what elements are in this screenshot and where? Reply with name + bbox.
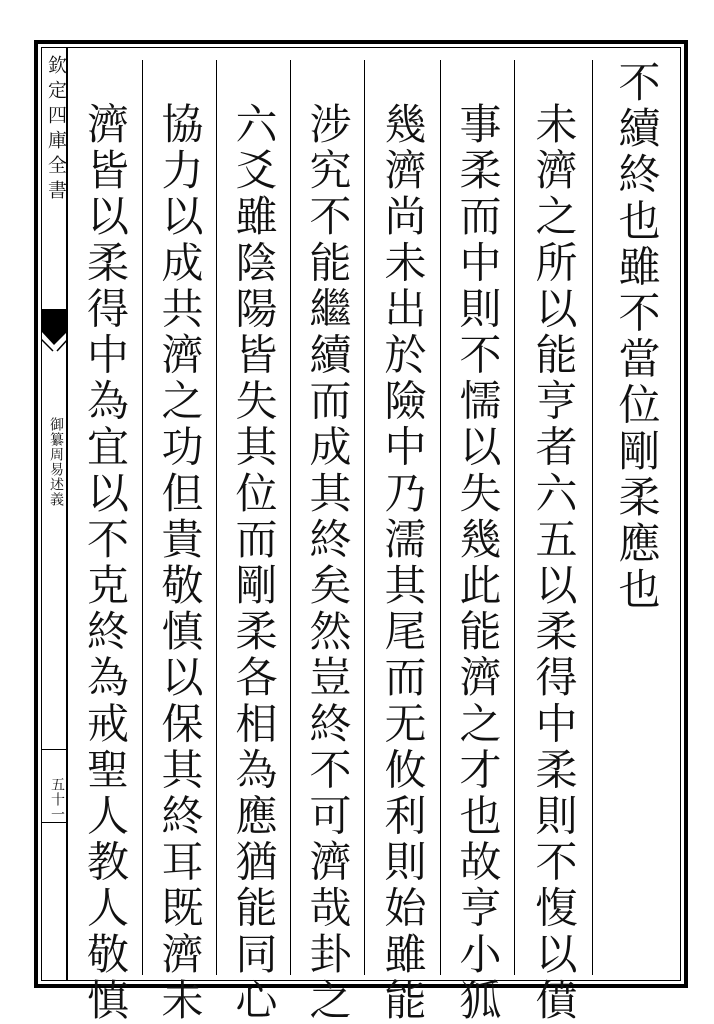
text-column-7 xyxy=(142,60,216,1024)
column-text-2: 未濟之所以能亨者六五以柔得中柔則不愎以僨 xyxy=(529,102,579,1024)
text-column-5 xyxy=(290,60,364,1024)
column-text-5: 涉究不能繼續而成其終矣然豈終不可濟哉卦之 xyxy=(303,102,353,1024)
column-text-6: 六爻雖陰陽皆失其位而剛柔各相為應猶能同心 xyxy=(229,102,279,1024)
book-title-text: 御纂周易述義 xyxy=(48,417,64,507)
text-column-1 xyxy=(592,60,680,975)
column-text-4: 幾濟尚未出於險中乃濡其尾而无攸利則始雖能 xyxy=(378,102,428,1024)
collection-title xyxy=(41,55,68,205)
text-column-2 xyxy=(514,60,592,1024)
page-number xyxy=(41,777,68,822)
collection-title-text: 欽定四庫全書 xyxy=(45,55,67,205)
column-text-1: 不續終也雖不當位剛柔應也 xyxy=(612,60,662,614)
text-column-4 xyxy=(364,60,440,1024)
column-text-3: 事柔而中則不懦以失幾此能濟之才也故亨小狐 xyxy=(453,102,503,1024)
fish-tail-ornament xyxy=(41,309,68,357)
column-text-7: 協力以成共濟之功但貴敬慎以保其終耳既濟未 xyxy=(155,102,205,1024)
text-column-6 xyxy=(216,60,290,1024)
page-number-rule-top xyxy=(41,749,68,750)
text-column-8 xyxy=(68,60,142,1024)
page-number-rule-bottom xyxy=(41,822,68,823)
column-text-8: 濟皆以柔得中為宜以不克終為戒聖人教人敬慎 xyxy=(81,102,130,1024)
page-number-text: 五十一 xyxy=(49,777,65,822)
margin-column xyxy=(41,47,68,981)
text-column-3 xyxy=(440,60,514,1024)
book-title xyxy=(41,417,68,507)
